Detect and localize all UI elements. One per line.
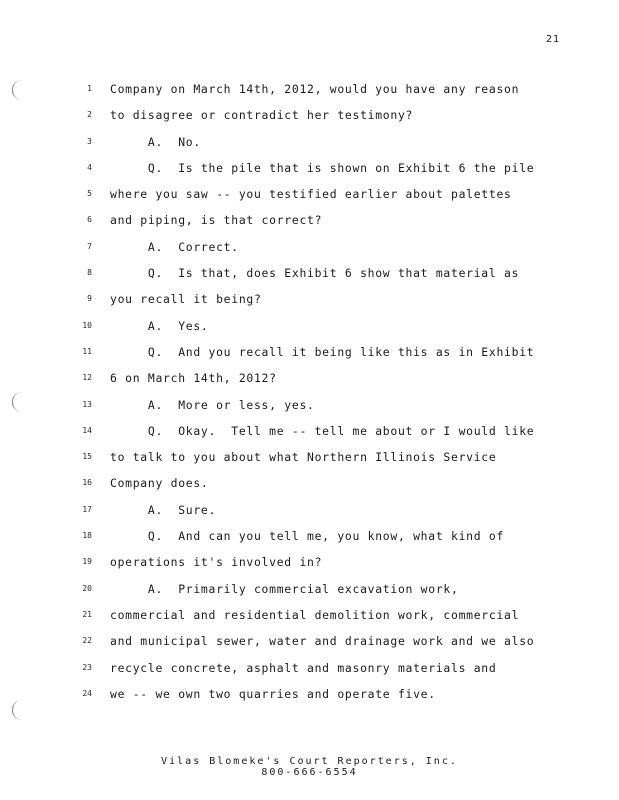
transcript-line [0,286,619,312]
line-number: 3 [87,136,92,146]
transcript-line [0,549,619,575]
line-text: A. No. [110,134,201,149]
line-text: Q. Okay. Tell me -- tell me about or I would like [110,423,535,438]
line-text: to disagree or contradict her testimony? [110,108,414,123]
footer [0,756,619,778]
transcript-line [0,470,619,496]
line-number: 21 [82,609,92,619]
line-number: 16 [82,478,92,488]
transcript-line [0,628,619,654]
page-number: 21 [546,34,561,45]
transcript-lines [0,76,619,707]
line-number: 1 [87,84,92,93]
transcript-line [0,576,619,602]
line-number: 8 [87,268,92,278]
transcript-line [0,497,619,523]
line-number: 17 [82,504,92,514]
line-text: Q. Is that, does Exhibit 6 show that material as [110,266,520,281]
court-reporter-name: Vilas Blomeke's Court Reporters, Inc. [161,756,458,767]
transcript-line [0,76,619,102]
line-number: 12 [82,373,92,383]
line-text: A. Correct. [110,239,239,254]
line-number: 24 [82,688,92,698]
transcript-line [0,444,619,470]
line-number: 18 [82,531,92,541]
line-text: operations it's involved in? [110,555,323,570]
line-text: Q. And you recall it being like this as in Exhibit [110,344,535,359]
line-number: 4 [87,162,92,172]
line-text: A. Sure. [110,502,217,517]
line-text: Q. And can you tell me, you know, what kind of [110,529,505,544]
line-text: we -- we own two quarries and operate five. [110,686,436,701]
transcript-line [0,129,619,155]
line-number: 6 [87,215,92,225]
line-text: Company does. [110,476,209,491]
transcript-line [0,260,619,286]
transcript-line [0,339,619,365]
line-number: 19 [82,557,92,567]
line-number: 23 [82,662,92,672]
line-text: 6 on March 14th, 2012? [110,371,277,386]
line-text: A. Yes. [110,318,209,333]
transcript-line [0,234,619,260]
transcript-line [0,365,619,391]
line-text: to talk to you about what Northern Illinois Service [110,450,497,465]
transcript-line [0,418,619,444]
line-number: 9 [87,294,92,304]
transcript-line [0,523,619,549]
transcript-line [0,102,619,128]
line-text: and piping, is that correct? [110,213,323,228]
line-number: 7 [87,241,92,251]
line-text: recycle concrete, asphalt and masonry materials and [110,660,497,675]
line-text: A. More or less, yes. [110,397,315,412]
line-text: and municipal sewer, water and drainage work and we also [110,634,535,649]
line-text: you recall it being? [110,292,262,307]
court-reporter-phone: 800-666-6554 [261,767,358,778]
line-text: Company on March 14th, 2012, would you have any reason [110,82,520,96]
transcript-line [0,155,619,181]
line-text: commercial and residential demolition work, commercial [110,607,520,622]
line-number: 13 [82,399,92,409]
transcript-line [0,681,619,707]
line-number: 10 [82,320,92,330]
line-number: 5 [87,189,92,199]
line-number: 11 [82,346,92,356]
line-number: 22 [82,636,92,646]
transcript-line [0,181,619,207]
transcript-line [0,207,619,233]
line-text: A. Primarily commercial excavation work, [110,581,459,596]
line-number: 14 [82,425,92,435]
transcript-line [0,313,619,339]
line-text: Q. Is the pile that is shown on Exhibit 6 the pile [110,160,535,175]
line-number: 15 [82,452,92,462]
transcript-line [0,602,619,628]
transcript-line [0,392,619,418]
line-text: where you saw -- you testified earlier about palettes [110,187,512,202]
line-number: 20 [82,583,92,593]
transcript-line [0,655,619,681]
line-number: 2 [87,110,92,120]
